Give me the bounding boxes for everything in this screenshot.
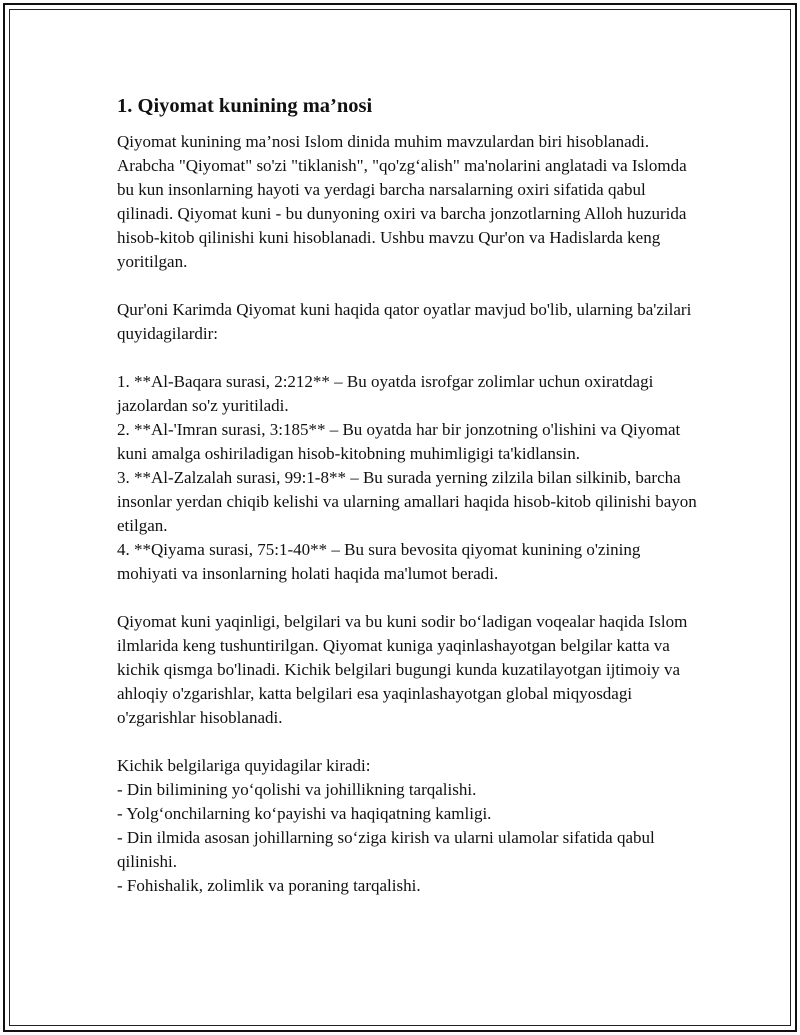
verse-list-item: 2. **Al-'Imran surasi, 3:185** – Bu oyatda har bir jonzotning o'lishini va Qiyomat kuni amalga oshiriladigan hisob-kitobning muhimligigi ta'kidlansin.: [117, 420, 681, 463]
minor-sign-item: - Yolg‘onchilarning ko‘payishi va haqiqatning kamligi.: [117, 804, 492, 823]
section-heading: 1. Qiyomat kunining ma’nosi: [117, 95, 373, 117]
verse-list-item: 1. **Al-Baqara surasi, 2:212** – Bu oyatda isrofgar zolimlar uchun oxiratdagi jazolardan so'z yuritiladi.: [117, 372, 654, 415]
minor-sign-item: - Fohishalik, zolimlik va poraning tarqalishi.: [117, 876, 421, 895]
verse-list-item: 4. **Qiyama surasi, 75:1-40** – Bu sura bevosita qiyomat kunining o'zining mohiyati va insonlarning holati haqida ma'lumot beradi.: [117, 540, 641, 583]
intro-paragraph: Qiyomat kunining ma’nosi Islom dinida muhim mavzulardan biri hisoblanadi. Arabcha "Qiyomat" so'zi "tiklanish", "qo'zg‘alish" ma'nolarini anglatadi va Islomda bu kun insonlarning hayoti va yerdagi barcha narsalarning oxiri sifatida qabul qilinadi. Qiyomat kuni - bu dunyoning oxiri va barcha jonzotlarning Alloh huzurida hisob-kitob qilinishi kuni hisoblanadi. Ushbu mavzu Qur'on va Hadislarda keng yoritilgan.: [117, 132, 687, 271]
minor-signs-intro: Kichik belgilariga quyidagilar kiradi:: [117, 756, 371, 775]
verse-list-item: 3. **Al-Zalzalah surasi, 99:1-8** – Bu surada yerning zilzila bilan silkinib, barcha insonlar yerdan chiqib kelishi va ularning amallari haqida hisob-kitob qilinishi bayon etilgan.: [117, 468, 697, 535]
minor-sign-item: - Din bilimining yo‘qolishi va johillikning tarqalishi.: [117, 780, 477, 799]
quran-intro-paragraph: Qur'oni Karimda Qiyomat kuni haqida qator oyatlar mavjud bo'lib, ularning ba'zilari quyidagilardir:: [117, 300, 692, 343]
minor-signs-section: [117, 754, 697, 898]
minor-sign-item: - Din ilmida asosan johillarning so‘ziga kirish va ularni ulamolar sifatida qabul qilinishi.: [117, 828, 655, 871]
document-body: [117, 92, 697, 922]
signs-paragraph: Qiyomat kuni yaqinligi, belgilari va bu kuni sodir bo‘ladigan voqealar haqida Islom ilmlarida keng tushuntirilgan. Qiyomat kuniga yaqinlashayotgan belgilar katta va kichik qismga bo'linadi. Kichik belgilari bugungi kunda kuzatilayotgan ijtimoiy va ahloqiy o'zgarishlar, katta belgilari esa yaqinlashayotgan global miqyosdagi o'zgarishlar hisoblanadi.: [117, 612, 688, 727]
verse-list: [117, 370, 697, 586]
